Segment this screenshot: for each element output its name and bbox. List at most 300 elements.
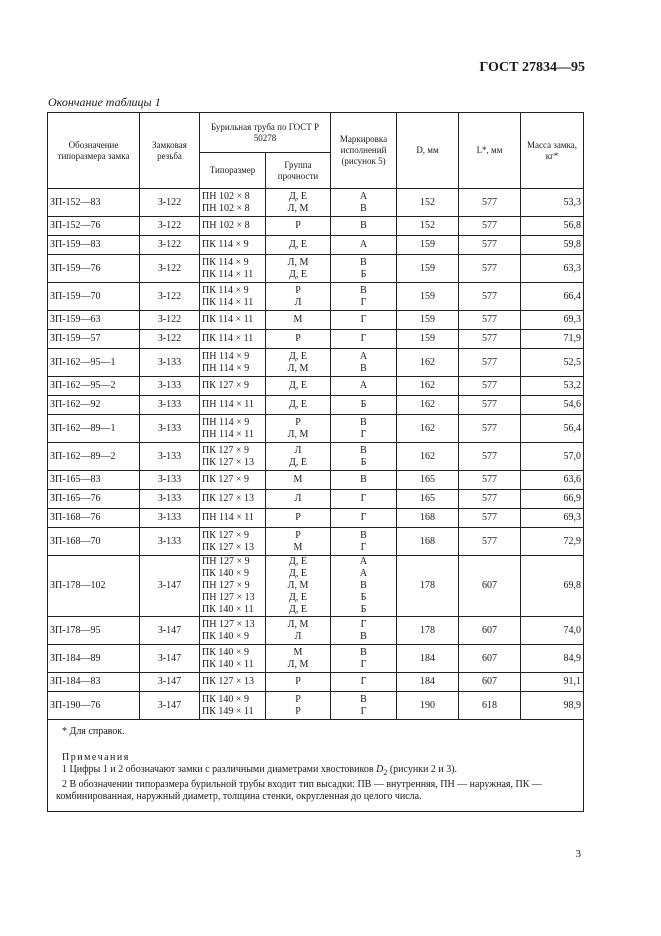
cell-pipe-size: [200, 490, 266, 509]
cell-marking: [331, 673, 397, 692]
cell-designation: ЗП-162—92: [48, 396, 140, 415]
table-row: [48, 236, 584, 255]
cell-marking-line: Б: [360, 456, 367, 468]
cell-pipe-size-line: ПК 140 × 9: [202, 646, 250, 658]
cell-thread: З-133: [140, 509, 200, 528]
cell-pipe-size: [200, 236, 266, 255]
cell-l: 607: [459, 645, 521, 673]
cell-marking-line: Б: [360, 399, 367, 410]
cell-mass: 59,8: [521, 236, 584, 255]
cell-designation: ЗП-159—63: [48, 311, 140, 330]
table-row: [48, 217, 584, 236]
cell-mass: 71,9: [521, 330, 584, 349]
cell-marking-line: Б: [360, 604, 367, 615]
cell-marking: [331, 283, 397, 311]
col-pipe-group: Бурильная труба по ГОСТ Р 50278: [200, 113, 331, 153]
cell-d: 162: [397, 396, 459, 415]
footnote: * Для справок.: [62, 726, 125, 737]
cell-grade-line: Д, Е: [289, 380, 307, 391]
cell-marking-line: В: [360, 202, 367, 214]
cell-pipe-size-line: ПК 114 × 11: [202, 314, 254, 325]
cell-pipe-size: [200, 415, 266, 443]
cell-mass: 69,3: [521, 311, 584, 330]
cell-thread: З-122: [140, 217, 200, 236]
cell-d: 190: [397, 692, 459, 720]
cell-pipe-size-line: ПК 127 × 13: [202, 493, 255, 504]
cell-pipe-size-line: ПК 114 × 9: [202, 284, 249, 296]
cell-grade-line: Р: [295, 416, 301, 428]
cell-l: 577: [459, 330, 521, 349]
table-row: [48, 673, 584, 692]
cell-designation: ЗП-162—89—2: [48, 443, 140, 471]
cell-grade-line: Д, Е: [289, 592, 307, 603]
table-row: [48, 617, 584, 645]
cell-pipe-size: [200, 673, 266, 692]
cell-d: 159: [397, 311, 459, 330]
cell-d: 162: [397, 349, 459, 377]
cell-marking-line: В: [360, 416, 367, 428]
cell-mass: 72,9: [521, 528, 584, 556]
cell-designation: ЗП-184—83: [48, 673, 140, 692]
cell-pipe-size: [200, 556, 266, 617]
cell-designation: ЗП-165—76: [48, 490, 140, 509]
cell-pipe-size-line: ПН 127 × 9: [202, 556, 250, 567]
cell-grade-line: Л, М: [287, 580, 309, 591]
cell-marking-line: В: [360, 693, 367, 705]
cell-marking-line: А: [359, 190, 368, 202]
cell-pipe-size: [200, 377, 266, 396]
table-row: [48, 692, 584, 720]
cell-pipe-size: [200, 217, 266, 236]
cell-marking: [331, 471, 397, 490]
cell-grade-line: Р: [295, 529, 301, 541]
cell-marking-line: В: [360, 580, 367, 591]
cell-d: 152: [397, 217, 459, 236]
cell-marking-line: А: [359, 556, 368, 567]
cell-mass: 66,4: [521, 283, 584, 311]
cell-grade-line: Д, Е: [289, 556, 307, 567]
cell-thread: З-122: [140, 283, 200, 311]
cell-pipe-size-line: ПН 114 × 9: [202, 416, 250, 428]
cell-l: 577: [459, 377, 521, 396]
cell-marking: [331, 236, 397, 255]
cell-grade-line: Д, Е: [289, 350, 307, 362]
cell-mass: 56,8: [521, 217, 584, 236]
table-row: [48, 528, 584, 556]
cell-marking: [331, 645, 397, 673]
cell-grade: [266, 692, 331, 720]
cell-pipe-size: [200, 255, 266, 283]
cell-l: 577: [459, 311, 521, 330]
cell-d: 178: [397, 617, 459, 645]
cell-d: 159: [397, 236, 459, 255]
cell-grade-line: Д, Е: [289, 568, 307, 579]
cell-pipe-size-line: ПН 114 × 11: [202, 512, 254, 523]
cell-grade-line: М: [293, 314, 303, 325]
gost-code: ГОСТ 27834—95: [479, 60, 585, 75]
cell-pipe-size-line: ПК 127 × 9: [202, 380, 250, 391]
cell-grade: [266, 377, 331, 396]
cell-grade: [266, 673, 331, 692]
table-row: [48, 396, 584, 415]
cell-l: 577: [459, 236, 521, 255]
cell-grade-line: М: [293, 646, 303, 658]
table-row: [48, 415, 584, 443]
cell-marking-line: Г: [360, 314, 367, 325]
cell-marking: [331, 396, 397, 415]
cell-marking: [331, 443, 397, 471]
cell-grade-line: Р: [295, 220, 301, 231]
table-caption: Окончание таблицы 1: [48, 95, 161, 109]
cell-pipe-size-line: ПК 140 × 9: [202, 630, 250, 642]
cell-l: 607: [459, 617, 521, 645]
table-row: [48, 311, 584, 330]
table-row: [48, 255, 584, 283]
cell-grade: [266, 349, 331, 377]
cell-l: 577: [459, 283, 521, 311]
cell-mass: 69,8: [521, 556, 584, 617]
cell-pipe-size-line: ПН 127 × 13: [202, 592, 255, 603]
table-row: [48, 330, 584, 349]
cell-l: 577: [459, 528, 521, 556]
cell-mass: 63,6: [521, 471, 584, 490]
cell-designation: ЗП-190—76: [48, 692, 140, 720]
cell-pipe-size-line: ПН 127 × 9: [202, 580, 250, 591]
cell-pipe-size-line: ПК 127 × 13: [202, 456, 255, 468]
cell-pipe-size-line: ПН 114 × 9: [202, 350, 250, 362]
cell-marking-line: Г: [360, 541, 367, 553]
cell-designation: ЗП-152—76: [48, 217, 140, 236]
cell-grade: [266, 415, 331, 443]
cell-designation: ЗП-159—57: [48, 330, 140, 349]
cell-designation: ЗП-168—76: [48, 509, 140, 528]
cell-marking: [331, 311, 397, 330]
cell-marking-line: Г: [360, 705, 367, 717]
cell-mass: 66,9: [521, 490, 584, 509]
cell-d: 178: [397, 556, 459, 617]
cell-grade-line: Л, М: [287, 362, 309, 374]
col-l: L*, мм: [459, 113, 521, 189]
cell-l: 607: [459, 673, 521, 692]
cell-grade-line: Д, Е: [289, 604, 307, 615]
cell-grade-line: Р: [295, 512, 301, 523]
cell-marking: [331, 189, 397, 217]
cell-pipe-size-line: ПК 140 × 11: [202, 604, 254, 615]
cell-mass: 98,9: [521, 692, 584, 720]
cell-grade: [266, 236, 331, 255]
notes-title: Примечания: [62, 752, 130, 763]
cell-marking-line: Г: [360, 428, 367, 440]
cell-l: 577: [459, 217, 521, 236]
cell-pipe-size: [200, 617, 266, 645]
cell-pipe-size-line: ПН 102 × 8: [202, 190, 250, 202]
cell-l: 618: [459, 692, 521, 720]
cell-grade-line: Д, Е: [289, 190, 307, 202]
cell-l: 577: [459, 255, 521, 283]
table-row: [48, 490, 584, 509]
cell-d: 184: [397, 673, 459, 692]
note-2: 2 В обозначении типоразмера бурильной трубы входит тип высадки: ПВ — внутренняя, ПН — наружная, ПК — комбинированная, наружный диаметр, толщина стенки, округленная до целого числа.: [56, 779, 542, 802]
cell-pipe-size-line: ПК 127 × 9: [202, 529, 250, 541]
cell-thread: З-133: [140, 415, 200, 443]
cell-d: 165: [397, 471, 459, 490]
cell-grade-line: Л, М: [287, 618, 309, 630]
cell-d: 152: [397, 189, 459, 217]
cell-pipe-size: [200, 443, 266, 471]
cell-grade-line: Д, Е: [289, 239, 307, 250]
col-grade: Группа прочности: [266, 153, 331, 189]
cell-grade: [266, 490, 331, 509]
cell-marking-line: В: [360, 630, 367, 642]
cell-marking: [331, 509, 397, 528]
cell-thread: З-122: [140, 330, 200, 349]
cell-marking-line: В: [360, 444, 367, 456]
table-row: [48, 349, 584, 377]
cell-thread: З-133: [140, 349, 200, 377]
cell-pipe-size-line: ПК 127 × 13: [202, 676, 255, 687]
cell-mass: 56,4: [521, 415, 584, 443]
cell-pipe-size: [200, 330, 266, 349]
cell-grade-line: Д, Е: [289, 399, 307, 410]
cell-mass: 91,1: [521, 673, 584, 692]
cell-pipe-size-line: ПК 114 × 9: [202, 239, 249, 250]
cell-mass: 84,9: [521, 645, 584, 673]
cell-designation: ЗП-178—102: [48, 556, 140, 617]
cell-marking-line: В: [360, 529, 367, 541]
cell-grade-line: Л: [294, 444, 302, 456]
cell-marking: [331, 377, 397, 396]
cell-grade: [266, 528, 331, 556]
cell-grade-line: Д, Е: [289, 268, 307, 280]
cell-marking: [331, 490, 397, 509]
cell-thread: З-147: [140, 673, 200, 692]
cell-thread: З-122: [140, 236, 200, 255]
cell-mass: 57,0: [521, 443, 584, 471]
cell-l: 577: [459, 189, 521, 217]
cell-thread: З-133: [140, 396, 200, 415]
cell-pipe-size-line: ПК 114 × 9: [202, 256, 249, 268]
cell-designation: ЗП-159—70: [48, 283, 140, 311]
cell-grade: [266, 189, 331, 217]
cell-thread: З-122: [140, 311, 200, 330]
cell-thread: З-133: [140, 490, 200, 509]
cell-mass: 53,2: [521, 377, 584, 396]
table-row: [48, 443, 584, 471]
cell-designation: ЗП-159—76: [48, 255, 140, 283]
cell-designation: ЗП-165—83: [48, 471, 140, 490]
cell-marking-line: Г: [360, 618, 367, 630]
cell-marking-line: Б: [360, 592, 367, 603]
cell-marking-line: Г: [360, 333, 367, 344]
cell-mass: 74,0: [521, 617, 584, 645]
cell-grade-line: Р: [295, 284, 301, 296]
col-pipe-size: Типоразмер: [200, 153, 266, 189]
cell-pipe-size-line: ПК 149 × 11: [202, 705, 254, 717]
cell-pipe-size-line: ПК 127 × 9: [202, 444, 250, 456]
cell-pipe-size: [200, 528, 266, 556]
cell-d: 159: [397, 255, 459, 283]
col-marking: Маркировка исполнений (рисунок 5): [331, 113, 397, 189]
cell-l: 607: [459, 556, 521, 617]
cell-thread: З-147: [140, 645, 200, 673]
cell-grade: [266, 311, 331, 330]
cell-mass: 52,5: [521, 349, 584, 377]
cell-marking-line: Г: [360, 676, 367, 687]
cell-marking-line: В: [360, 256, 367, 268]
cell-pipe-size: [200, 471, 266, 490]
cell-grade: [266, 645, 331, 673]
cell-pipe-size-line: ПК 140 × 9: [202, 568, 250, 579]
cell-grade-line: Р: [295, 693, 301, 705]
cell-thread: З-133: [140, 377, 200, 396]
cell-d: 159: [397, 283, 459, 311]
cell-d: 159: [397, 330, 459, 349]
cell-l: 577: [459, 396, 521, 415]
cell-thread: З-133: [140, 528, 200, 556]
cell-pipe-size-line: ПН 114 × 9: [202, 362, 250, 374]
cell-grade: [266, 509, 331, 528]
cell-pipe-size: [200, 349, 266, 377]
cell-pipe-size-line: ПН 102 × 8: [202, 220, 250, 231]
cell-grade: [266, 330, 331, 349]
cell-marking-line: В: [360, 362, 367, 374]
cell-thread: З-133: [140, 471, 200, 490]
cell-thread: З-147: [140, 617, 200, 645]
cell-d: 168: [397, 528, 459, 556]
cell-pipe-size: [200, 189, 266, 217]
col-d: D, мм: [397, 113, 459, 189]
cell-marking-line: Г: [360, 296, 367, 308]
cell-marking-line: Г: [360, 658, 367, 670]
cell-pipe-size: [200, 396, 266, 415]
lock-spec-table: [47, 112, 584, 812]
cell-thread: З-147: [140, 692, 200, 720]
table-footer: [48, 720, 584, 812]
table-row: [48, 189, 584, 217]
cell-grade-line: Л: [294, 630, 302, 642]
cell-marking-line: Г: [360, 493, 367, 504]
cell-grade: [266, 283, 331, 311]
cell-l: 577: [459, 415, 521, 443]
cell-pipe-size: [200, 283, 266, 311]
cell-l: 577: [459, 471, 521, 490]
cell-grade-line: Л, М: [287, 256, 309, 268]
cell-designation: ЗП-168—70: [48, 528, 140, 556]
cell-grade-line: Л: [294, 296, 302, 308]
cell-grade-line: Р: [295, 705, 301, 717]
col-designation: Обозначение типоразмера замка: [48, 113, 140, 189]
cell-pipe-size-line: ПК 114 × 11: [202, 296, 254, 308]
table-row: [48, 556, 584, 617]
cell-marking-line: В: [360, 474, 367, 485]
cell-pipe-size-line: ПК 140 × 11: [202, 658, 254, 670]
cell-grade: [266, 443, 331, 471]
page-number: 3: [575, 848, 581, 860]
table-row: [48, 645, 584, 673]
cell-grade: [266, 255, 331, 283]
cell-d: 162: [397, 377, 459, 396]
cell-thread: З-133: [140, 443, 200, 471]
cell-designation: ЗП-162—95—2: [48, 377, 140, 396]
cell-grade-line: М: [293, 474, 303, 485]
cell-pipe-size-line: ПН 114 × 11: [202, 399, 254, 410]
cell-d: 162: [397, 443, 459, 471]
cell-marking: [331, 692, 397, 720]
cell-marking: [331, 617, 397, 645]
cell-grade: [266, 556, 331, 617]
cell-pipe-size: [200, 509, 266, 528]
cell-pipe-size: [200, 692, 266, 720]
table-row: [48, 471, 584, 490]
cell-grade-line: Л: [294, 493, 302, 504]
cell-marking: [331, 528, 397, 556]
cell-thread: З-122: [140, 255, 200, 283]
cell-d: 184: [397, 645, 459, 673]
cell-pipe-size-line: ПН 102 × 8: [202, 202, 250, 214]
cell-grade-line: М: [293, 541, 303, 553]
cell-d: 162: [397, 415, 459, 443]
cell-marking: [331, 217, 397, 236]
cell-pipe-size-line: ПН 114 × 11: [202, 428, 254, 440]
cell-designation: ЗП-184—89: [48, 645, 140, 673]
cell-designation: ЗП-162—95—1: [48, 349, 140, 377]
cell-marking-line: А: [359, 568, 368, 579]
cell-grade-line: Р: [295, 333, 301, 344]
cell-pipe-size-line: ПК 114 × 11: [202, 268, 254, 280]
cell-pipe-size-line: ПК 114 × 11: [202, 333, 254, 344]
cell-grade-line: Л, М: [287, 202, 309, 214]
cell-marking-line: А: [359, 380, 368, 391]
cell-l: 577: [459, 509, 521, 528]
cell-marking: [331, 255, 397, 283]
cell-grade-line: Д, Е: [289, 456, 307, 468]
cell-mass: 54,6: [521, 396, 584, 415]
cell-designation: ЗП-162—89—1: [48, 415, 140, 443]
cell-marking-line: А: [359, 239, 368, 250]
cell-marking-line: Б: [360, 268, 367, 280]
cell-mass: 69,3: [521, 509, 584, 528]
cell-l: 577: [459, 349, 521, 377]
cell-pipe-size: [200, 311, 266, 330]
cell-marking-line: А: [359, 350, 368, 362]
cell-designation: ЗП-178—95: [48, 617, 140, 645]
col-thread: Замковая резьба: [140, 113, 200, 189]
cell-marking-line: В: [360, 220, 367, 231]
cell-thread: З-147: [140, 556, 200, 617]
note-1: 1 Цифры 1 и 2 обозначают замки с различными диаметрами хвостовиков $D_2$ (рисунки 2 и 3).: [62, 764, 458, 777]
cell-marking-line: В: [360, 646, 367, 658]
cell-grade-line: Л, М: [287, 658, 309, 670]
cell-pipe-size-line: ПК 127 × 9: [202, 474, 250, 485]
cell-d: 168: [397, 509, 459, 528]
cell-l: 577: [459, 490, 521, 509]
cell-marking: [331, 330, 397, 349]
cell-designation: ЗП-159—83: [48, 236, 140, 255]
cell-pipe-size: [200, 645, 266, 673]
col-mass: Масса замка, кг*: [521, 113, 584, 189]
cell-grade: [266, 471, 331, 490]
cell-marking-line: В: [360, 284, 367, 296]
cell-designation: ЗП-152—83: [48, 189, 140, 217]
cell-thread: З-122: [140, 189, 200, 217]
cell-grade: [266, 217, 331, 236]
table-row: [48, 283, 584, 311]
table-row: [48, 377, 584, 396]
cell-pipe-size-line: ПК 140 × 9: [202, 693, 250, 705]
cell-marking: [331, 556, 397, 617]
cell-grade: [266, 617, 331, 645]
cell-marking: [331, 415, 397, 443]
